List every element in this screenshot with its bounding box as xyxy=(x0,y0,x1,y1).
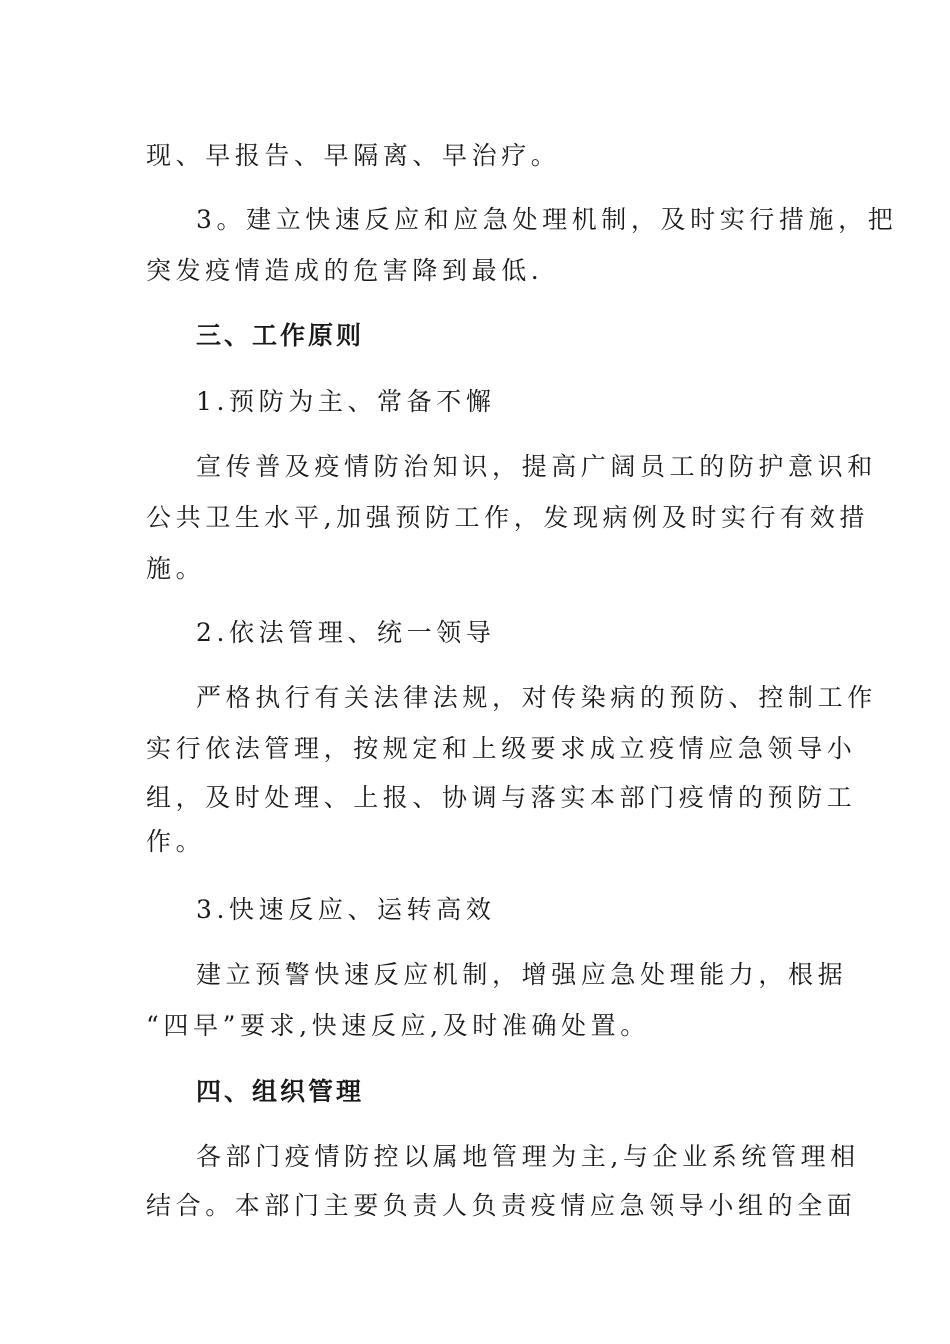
paragraph-line: 结合。本部门主要负责人负责疫情应急领导小组的全面 xyxy=(146,1191,857,1220)
section-heading: 四、组织管理 xyxy=(196,1077,365,1106)
paragraph-line: 各部门疫情防控以属地管理为主,与企业系统管理相 xyxy=(196,1142,860,1171)
paragraph-line: 现、早报告、早隔离、早治疗。 xyxy=(146,141,561,170)
paragraph-line: 施。 xyxy=(146,554,206,583)
section-heading: 三、工作原则 xyxy=(196,321,365,350)
paragraph-line: 宣传普及疫情防治知识，提高广阔员工的防护意识和 xyxy=(196,452,877,481)
paragraph-line: “四早”要求,快速反应,及时准确处置。 xyxy=(146,1011,650,1040)
subsection-heading: 1.预防为主、常备不懈 xyxy=(196,387,496,416)
paragraph-line: 严格执行有关法律法规，对传染病的预防、控制工作 xyxy=(196,683,877,712)
paragraph-line: 组，及时处理、上报、协调与落实本部门疫情的预防工 xyxy=(146,783,857,812)
paragraph-line: 突发疫情造成的危害降到最低. xyxy=(146,256,544,285)
paragraph-line: 作。 xyxy=(146,827,206,856)
subsection-heading: 2.依法管理、统一领导 xyxy=(196,618,496,647)
subsection-heading: 3.快速反应、运转高效 xyxy=(196,895,496,924)
paragraph-line: 3。建立快速反应和应急处理机制，及时实行措施，把 xyxy=(196,205,898,234)
paragraph-line: 公共卫生水平,加强预防工作，发现病例及时实行有效措 xyxy=(146,503,869,532)
paragraph-line: 实行依法管理，按规定和上级要求成立疫情应急领导小 xyxy=(146,734,857,763)
paragraph-line: 建立预警快速反应机制，增强应急处理能力，根据 xyxy=(196,960,848,989)
